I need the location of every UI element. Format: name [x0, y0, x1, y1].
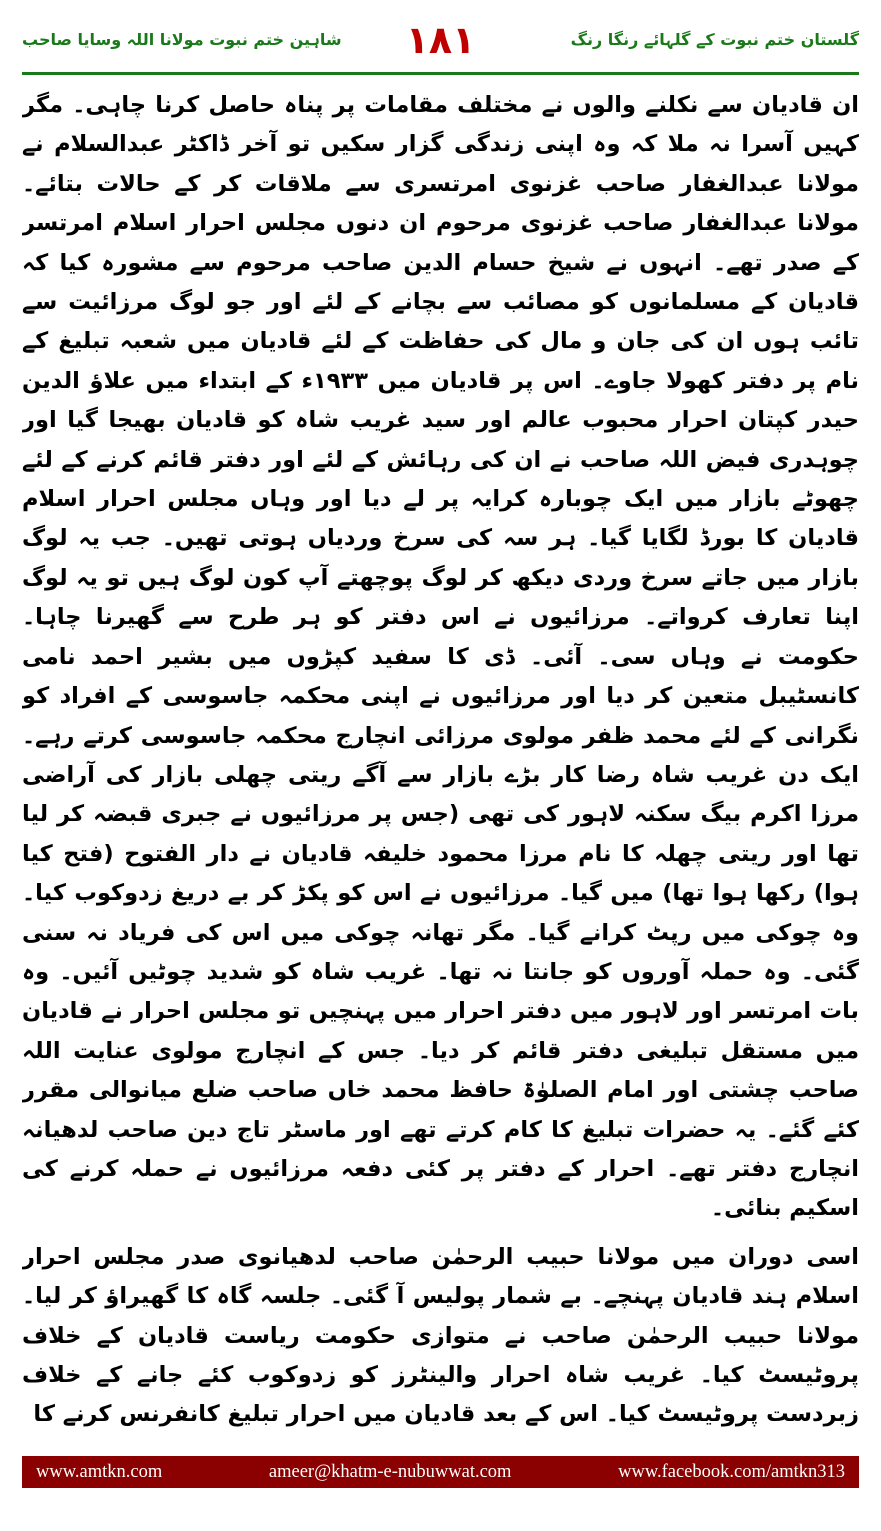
- paragraph-1: ان قادیان سے نکلنے والوں نے مختلف مقامات پر پناہ حاصل کرنا چاہی۔ مگر کہیں آسرا نہ ملا کہ وہ اپنی زندگی گزار سکیں تو آخر ڈاکٹر عبدالسلام نے مولانا عبدالغفار صاحب غزنوی امرتسری سے ملاقات کر کے حالات بتائے۔ مولانا عبدالغفار صاحب غزنوی مرحوم ان دنوں مجلس احرار اسلام امرتسر کے صدر تھے۔ انہوں نے شیخ حسام الدین صاحب مرحوم سے مشورہ کیا کہ قادیان کے مسلمانوں کو مصائب سے بچانے کے لئے اور جو لوگ مرزائیت سے تائب ہوں ان کی جان و مال کی حفاظت کے لئے قادیان میں شعبہ تبلیغ کے نام پر دفتر کھولا جاوے۔ اس پر قادیان میں ۱۹۳۳ء کے ابتداء میں علاؤ الدین حیدر کپتان احرار محبوب عالم اور سید غریب شاہ کو قادیان بھیجا گیا اور چوہدری فیض اللہ صاحب نے ان کی رہائش کے لئے اور دفتر قائم کرنے کے لئے چھوٹے بازار میں ایک چوبارہ کرایہ پر لے دیا اور وہاں مجلس احرار اسلام قادیان کا بورڈ لگایا گیا۔ ہر سہ کی سرخ وردیاں ہوتی تھیں۔ جب یہ لوگ بازار میں جاتے سرخ وردی دیکھ کر لوگ پوچھتے آپ کون لوگ ہیں تو یہ لوگ اپنا تعارف کرواتے۔ مرزائیوں نے اس دفتر کو ہر طرح سے گھیرنا چاہا۔ حکومت نے وہاں سی۔ آئی۔ ڈی کا سفید کپڑوں میں بشیر احمد نامی کانسٹیبل متعین کر دیا اور مرزائیوں نے اپنی محکمہ جاسوسی کے افراد کو نگرانی کے لئے محمد ظفر مولوی مرزائی انچارج محکمہ جاسوسی کرتے رہے۔ ایک دن غریب شاہ رضا کار بڑے بازار سے آگے ریتی چھلی بازار کی آراضی مرزا اکرم بیگ سکنہ لاہور کی تھی (جس پر مرزائیوں نے جبری قبضہ کر لیا تھا اور ریتی چھلہ کا نام مرزا محمود خلیفہ قادیان نے دار الفتوح (فتح کیا ہوا) رکھا ہوا تھا) میں گیا۔ مرزائیوں نے اس کو پکڑ کر بے دریغ زدوکوب کیا۔ وہ چوکی میں رپٹ کرانے گیا۔ مگر تھانہ چوکی میں اس کی فریاد نہ سنی گئی۔ وہ حملہ آوروں کو جانتا نہ تھا۔ غریب شاہ کو شدید چوٹیں آئیں۔ وہ بات امرتسر اور لاہور میں دفتر احرار میں پہنچیں تو مجلس احرار نے قادیان میں مستقل تبلیغی دفتر قائم کر دیا۔ جس کے انچارج مولوی عنایت اللہ صاحب چشتی اور امام الصلوٰۃ حافظ محمد خاں صاحب ضلع میانوالی مقرر کئے گئے۔ یہ حضرات تبلیغ کا کام کرتے تھے اور ماسٹر تاج دین صاحب لدھیانہ انچارج دفتر تھے۔ احرار کے دفتر پر کئی دفعہ مرزائیوں نے حملہ کرنے کی اسکیم بنائی۔: [22, 92, 859, 1222]
- footer-email-link[interactable]: ameer@khatm-e-nubuwwat.com: [268, 1461, 512, 1482]
- author-name: شاہین ختم نبوت مولانا اللہ وسایا صاحب: [22, 30, 342, 49]
- page-number: ۱۸۱: [405, 18, 476, 62]
- footer-facebook-link[interactable]: www.facebook.com/amtkn313: [618, 1461, 845, 1482]
- page-header: [22, 18, 859, 70]
- page-footer: [22, 1456, 859, 1488]
- footer-website-link[interactable]: www.amtkn.com: [36, 1461, 163, 1482]
- header-divider: [22, 72, 859, 75]
- paragraph-2: اسی دوران میں مولانا حبیب الرحمٰن صاحب لدھیانوی صدر مجلس احرار اسلام ہند قادیان پہنچے۔ بے شمار پولیس آ گئی۔ جلسہ گاہ کا گھیراؤ کر لیا۔ مولانا حبیب الرحمٰن صاحب نے متوازی حکومت ریاست قادیان کے خلاف پروٹیسٹ کیا۔ غریب شاہ احرار والینٹرز کو زدوکوب کئے جانے کے خلاف زبردست پروٹیسٹ کیا۔ اس کے بعد قادیان میں احرار تبلیغ کانفرنس کرنے کا: [22, 1243, 859, 1428]
- page-body: [22, 86, 859, 1456]
- book-title: گلستان ختم نبوت کے گلہائے رنگا رنگ: [570, 30, 859, 49]
